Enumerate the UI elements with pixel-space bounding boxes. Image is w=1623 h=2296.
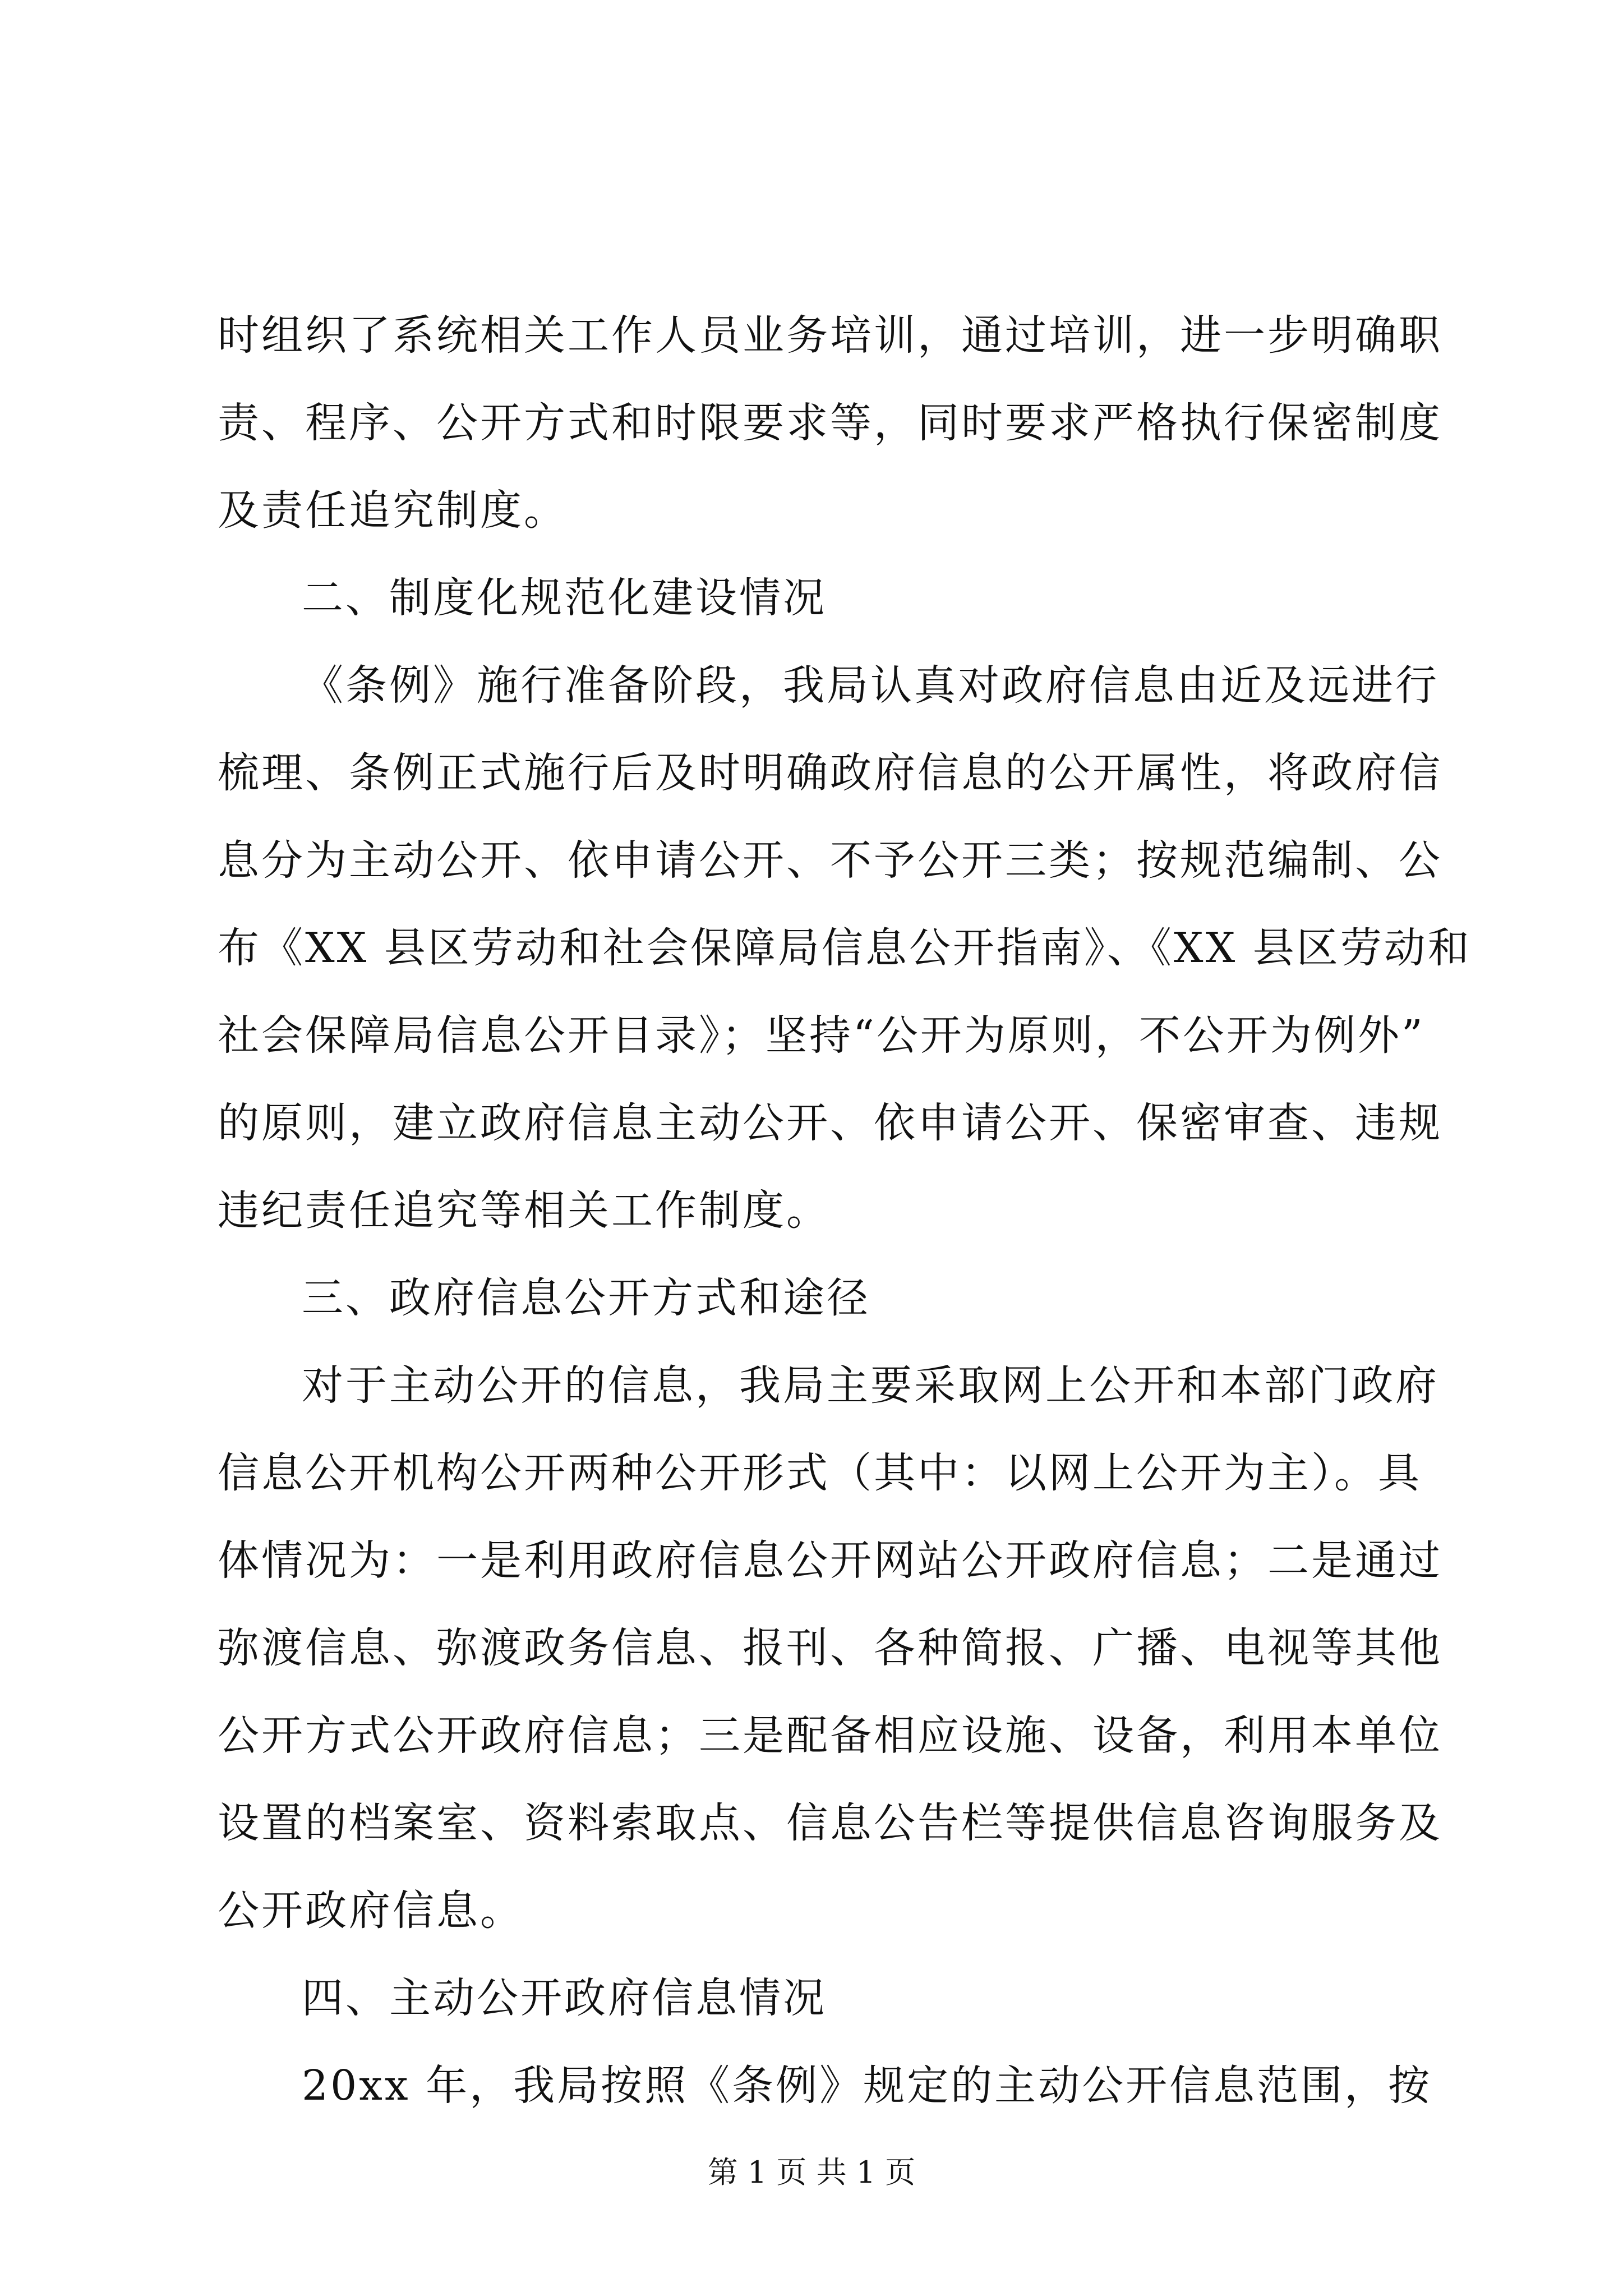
body-line: 布《XX 县区劳动和社会保障局信息公开指南》、《XX 县区劳动和 (218, 924, 1472, 972)
section-heading: 二、制度化规范化建设情况 (302, 574, 827, 622)
paragraph-first-line: 《条例》施行准备阶段，我局认真对政府信息由近及远进行 (302, 661, 1439, 710)
body-line: 公开政府信息。 (218, 1887, 524, 1935)
paragraph-first-line: 20xx 年，我局按照《条例》规定的主动公开信息范围，按 (302, 2062, 1432, 2110)
body-line: 弥渡信息、弥渡政务信息、报刊、各种简报、广播、电视等其他 (218, 1624, 1442, 1672)
body-line: 信息公开机构公开两种公开形式（其中：以网上公开为主）。具 (218, 1449, 1422, 1497)
body-line: 违纪责任追究等相关工作制度。 (218, 1186, 830, 1235)
body-line: 息分为主动公开、依申请公开、不予公开三类；按规范编制、公 (218, 836, 1442, 885)
body-line: 社会保障局信息公开目录》；坚持“公开为原则，不公开为例外” (218, 1011, 1425, 1060)
body-line: 责、程序、公开方式和时限要求等，同时要求严格执行保密制度 (218, 399, 1442, 447)
paragraph-first-line: 对于主动公开的信息，我局主要采取网上公开和本部门政府 (302, 1361, 1439, 1410)
section-heading: 四、主动公开政府信息情况 (302, 1974, 827, 2022)
body-line: 及责任追究制度。 (218, 486, 568, 535)
body-line: 设置的档案室、资料索取点、信息公告栏等提供信息咨询服务及 (218, 1799, 1442, 1847)
section-heading: 三、政府信息公开方式和途径 (302, 1274, 870, 1322)
body-line: 公开方式公开政府信息；三是配备相应设施、设备，利用本单位 (218, 1711, 1442, 1760)
page-number-footer: 第 1 页 共 1 页 (707, 2155, 916, 2190)
document-body (218, 292, 1472, 2129)
body-line: 的原则，建立政府信息主动公开、依申请公开、保密审查、违规 (218, 1099, 1442, 1147)
body-line: 体情况为：一是利用政府信息公开网站公开政府信息；二是通过 (218, 1536, 1442, 1585)
body-line: 梳理、条例正式施行后及时明确政府信息的公开属性，将政府信 (218, 749, 1442, 797)
body-line: 时组织了系统相关工作人员业务培训，通过培训，进一步明确职 (218, 311, 1442, 360)
